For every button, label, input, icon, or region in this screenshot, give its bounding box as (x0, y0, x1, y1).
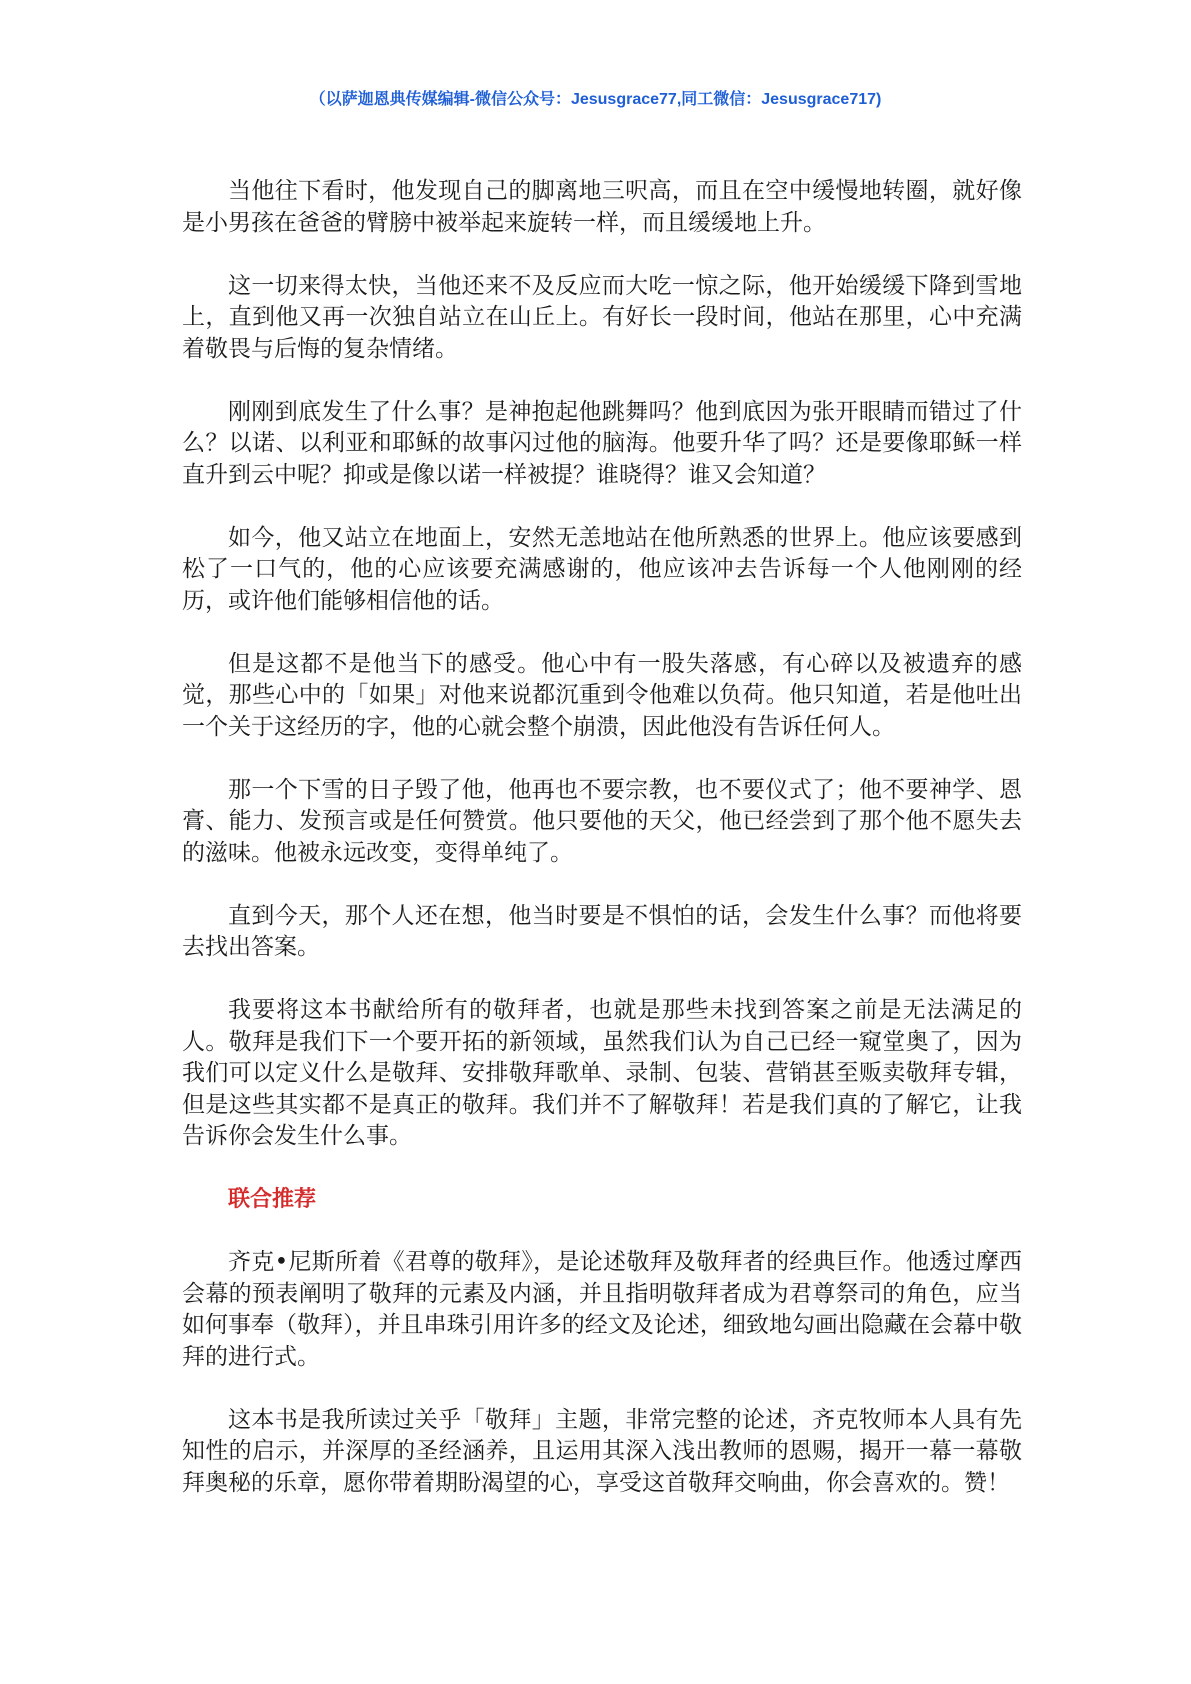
paragraph: 那一个下雪的日子毁了他，他再也不要宗教，也不要仪式了；他不要神学、恩膏、能力、发预言或是任何赞赏。他只要他的天父，他已经尝到了那个他不愿失去的滋味。他被永远改变，变得单纯了。 (182, 776, 1022, 866)
paragraph: 当他往下看时，他发现自己的脚离地三呎高，而且在空中缓慢地转圈，就好像是小男孩在爸爸的臂膀中被举起来旋转一样，而且缓缓地上升。 (182, 178, 1022, 236)
section-heading: 联合推荐 (228, 1187, 317, 1212)
paragraph: 直到今天，那个人还在想，他当时要是不惧怕的话，会发生什么事？而他将要去找出答案。 (182, 902, 1022, 960)
paragraph: 我要将这本书献给所有的敬拜者，也就是那些未找到答案之前是无法满足的人。敬拜是我们下一个要开拓的新领域，虽然我们认为自己已经一窥堂奥了，因为我们可以定义什么是敬拜、安排敬拜歌单、录制、包装、营销甚至贩卖敬拜专辑，但是这些其实都不是真正的敬拜。我们并不了解敬拜！若是我们真的了解它，让我告诉你会发生什么事。 (182, 997, 1022, 1149)
paragraph: 齐克•尼斯所着《君尊的敬拜》，是论述敬拜及敬拜者的经典巨作。他透过摩西会幕的预表阐明了敬拜的元素及内涵，并且指明敬拜者成为君尊祭司的角色，应当如何事奉（敬拜），并且串珠引用许多的经文及论述，细致地勾画出隐藏在会幕中敬拜的进行式。 (182, 1249, 1022, 1370)
paragraph: 如今，他又站立在地面上，安然无恙地站在他所熟悉的世界上。他应该要感到松了一口气的，他的心应该要充满感谢的，他应该冲去告诉每一个人他刚刚的经历，或许他们能够相信他的话。 (182, 524, 1022, 614)
paragraph: 但是这都不是他当下的感受。他心中有一股失落感，有心碎以及被遗弃的感觉，那些心中的「如果」对他来说都沉重到令他难以负荷。他只知道，若是他吐出一个关于这经历的字，他的心就会整个崩溃，因此他没有告诉任何人。 (182, 650, 1022, 740)
paragraph: 这本书是我所读过关乎「敬拜」主题，非常完整的论述，齐克牧师本人具有先知性的启示，并深厚的圣经涵养，且运用其深入浅出教师的恩赐，揭开一幕一幕敬拜奥秘的乐章，愿你带着期盼渴望的心，享受这首敬拜交响曲，你会喜欢的。赞！ (182, 1406, 1022, 1496)
paragraph: 刚刚到底发生了什么事？是神抱起他跳舞吗？他到底因为张开眼睛而错过了什么？以诺、以利亚和耶稣的故事闪过他的脑海。他要升华了吗？还是要像耶稣一样直升到云中呢？抑或是像以诺一样被提？谁晓得？谁又会知道？ (182, 398, 1022, 488)
document-body (182, 176, 1022, 1531)
paragraph: 这一切来得太快，当他还来不及反应而大吃一惊之际，他开始缓缓下降到雪地上，直到他又再一次独自站立在山丘上。有好长一段时间，他站在那里，心中充满着敬畏与后悔的复杂情绪。 (182, 272, 1022, 362)
page-header: （以萨迦恩典传媒编辑-微信公众号：Jesusgrace77,同工微信：Jesusgrace717) (309, 91, 882, 108)
